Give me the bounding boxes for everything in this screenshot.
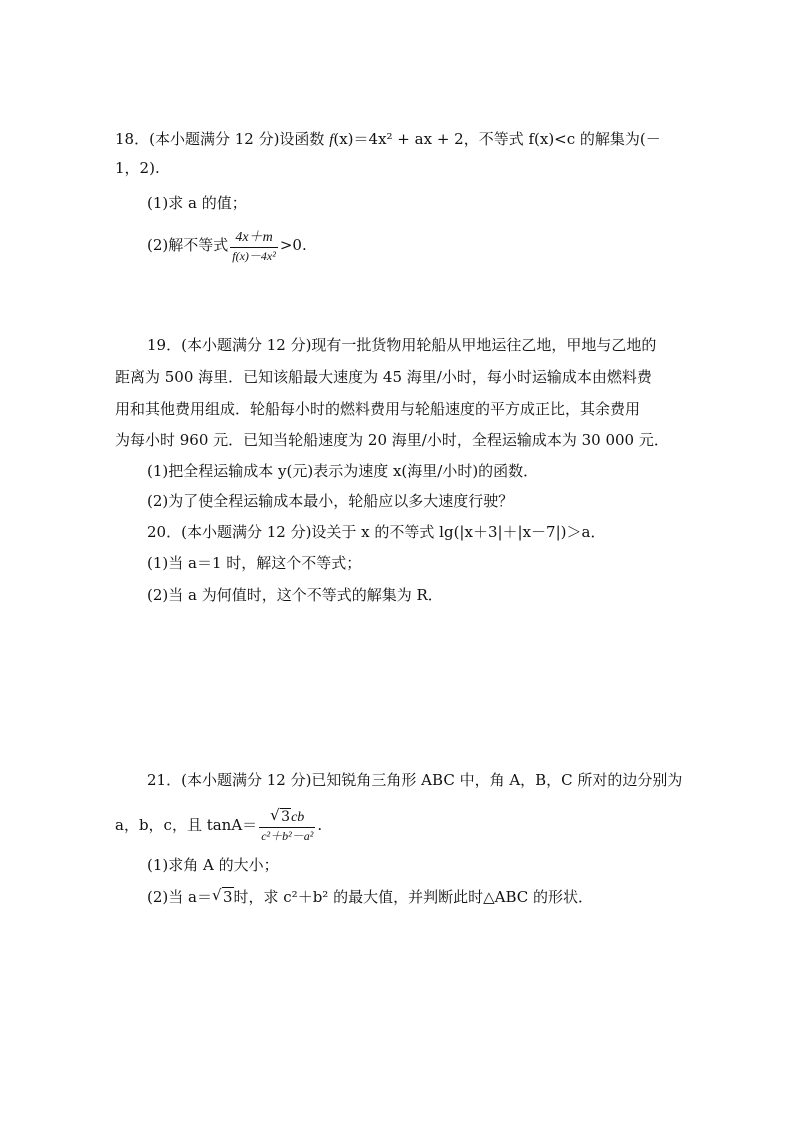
q21-part2-pre: (2)当 a＝ — [147, 888, 212, 906]
q18-part2 — [147, 225, 307, 265]
q18-part2-pre: (2)解不等式 — [147, 236, 229, 254]
q18-frac-num: 4x＋m — [235, 229, 273, 245]
q18-part2-post: >0. — [279, 236, 307, 254]
q21-line2-pre: a，b，c，且 tanA＝ — [115, 816, 258, 834]
q21-part2-post: 时，求 c²＋b² 的最大值，并判断此时△ABC 的形状． — [233, 888, 593, 906]
q21-fraction — [259, 808, 315, 844]
q18-head: 18．(本小题满分 12 分)设函数 — [115, 130, 330, 148]
q19-part1: (1)把全程运输成本 y(元)表示为速度 x(海里/小时)的函数． — [147, 462, 539, 480]
q20-part1: (1)当 a＝1 时，解这个不等式； — [147, 554, 362, 572]
q18-eq: (x)＝4x² + ax + 2 — [333, 130, 464, 148]
q21-line1: 21．(本小题满分 12 分)已知锐角三角形 ABC 中，角 A，B，C 所对的边分别为 — [147, 771, 683, 789]
q18-fraction — [230, 229, 278, 264]
q21-frac-den: c²＋b²－a² — [261, 829, 314, 843]
q18-line2: 1，2). — [115, 159, 160, 177]
q18-mid: ，不等式 f(x)<c 的解集为(－ — [463, 130, 661, 148]
q19-line4: 为每小时 960 元．已知当轮船速度为 20 海里/小时，全程运输成本为 30 000 元． — [115, 431, 669, 449]
q21-frac-num — [259, 808, 315, 827]
q18-line1 — [115, 128, 661, 151]
q21-line2 — [115, 804, 322, 846]
q18-frac-den: f(x)－4x² — [232, 248, 276, 263]
q21-part1: (1)求角 A 的大小； — [147, 856, 279, 874]
q21-part2 — [147, 886, 593, 908]
sqrt-symbol: √ 3 — [212, 886, 234, 908]
sqrt-symbol: √ 3 — [270, 808, 291, 826]
q21-line2-post: . — [317, 816, 323, 834]
q18-fx: f — [329, 132, 334, 148]
q18-part1: (1)求 a 的值； — [147, 194, 247, 212]
q19-part2: (2)为了使全程运输成本最小，轮船应以多大速度行驶？ — [147, 492, 514, 510]
q20-part2: (2)当 a 为何值时，这个不等式的解集为 R． — [147, 586, 443, 604]
q21-frac-num-tail: cb — [291, 810, 305, 825]
q19-line3: 用和其他费用组成．轮船每小时的燃料费用与轮船速度的平方成正比，其余费用 — [115, 400, 641, 418]
q20-line1: 20．(本小题满分 12 分)设关于 x 的不等式 lg(|x＋3|＋|x－7|)＞a． — [147, 523, 606, 541]
q19-line1: 19．(本小题满分 12 分)现有一批货物用轮船从甲地运往乙地，甲地与乙地的 — [147, 336, 657, 354]
q19-line2: 距离为 500 海里．已知该船最大速度为 45 海里/小时，每小时运输成本由燃料费 — [115, 368, 652, 386]
